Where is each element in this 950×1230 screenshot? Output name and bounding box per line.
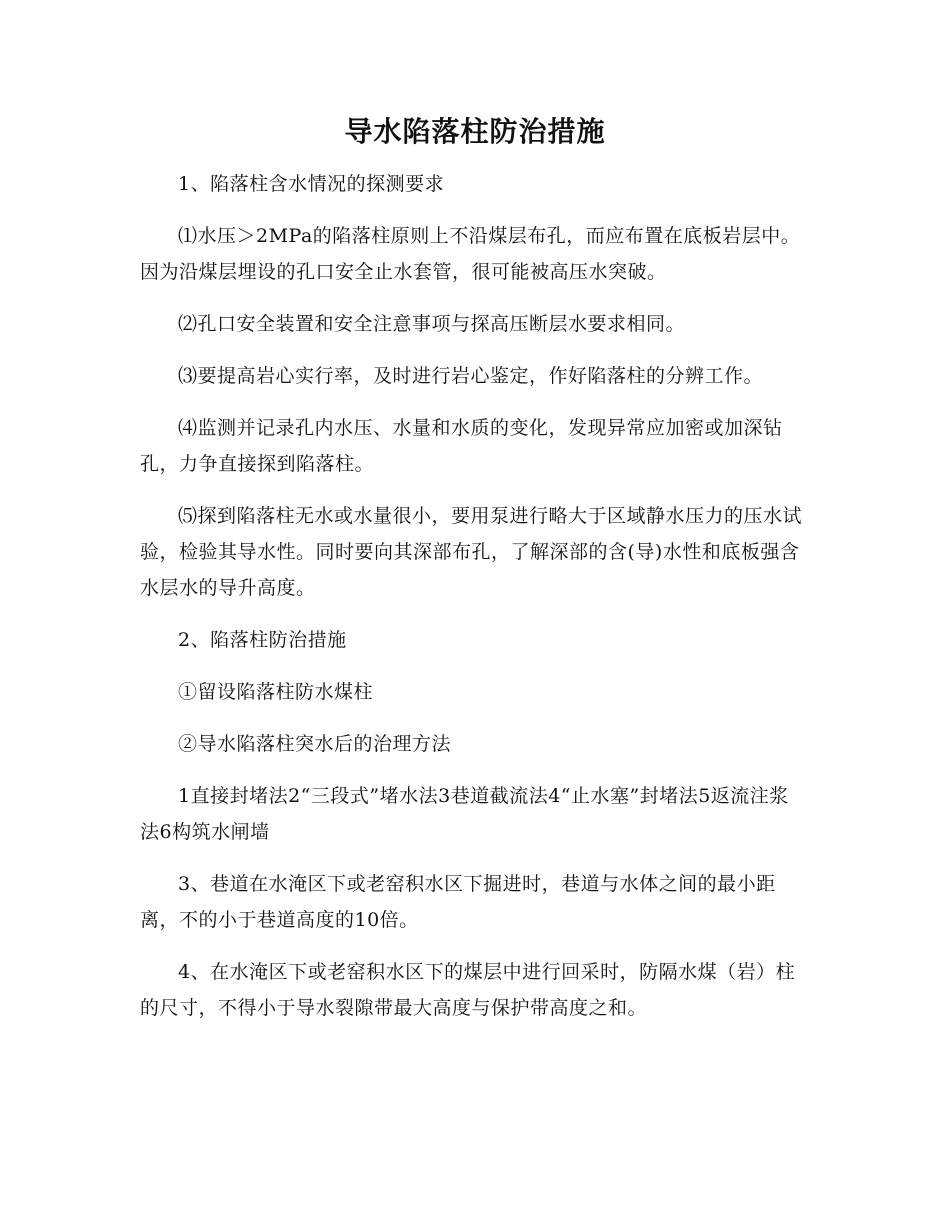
paragraph-item-2: ⑵孔口安全装置和安全注意事项与探高压断层水要求相同。 xyxy=(178,313,686,335)
document-body xyxy=(140,166,808,1042)
measure-item-2: ②导水陷落柱突水后的治理方法 xyxy=(178,733,452,755)
section-4-paragraph: 4、在水淹区下或老窑积水区下的煤层中进行回采时，防隔水煤（岩）柱的尺寸，不得小于导水裂隙带最大高度与保护带高度之和。 xyxy=(140,961,796,1019)
document-title: 导水陷落柱防治措施 xyxy=(344,115,606,148)
section-3-paragraph: 3、巷道在水淹区下或老窑积水区下掘进时，巷道与水体之间的最小距离，不的小于巷道高度的10倍。 xyxy=(140,873,776,931)
paragraph-item-5: ⑸探到陷落柱无水或水量很小，要用泵进行略大于区域静水压力的压水试验，检验其导水性。同时要向其深部布孔，了解深部的含(导)水性和底板强含水层水的导升高度。 xyxy=(140,505,803,599)
paragraph-item-3: ⑶要提高岩心实行率，及时进行岩心鉴定，作好陷落柱的分辨工作。 xyxy=(178,365,764,387)
treatment-methods-list: 1直接封堵法2“三段式”堵水法3巷道截流法4“止水塞”封堵法5返流注浆法6构筑水闸墙 xyxy=(140,785,789,843)
paragraph-item-1: ⑴水压＞2MPa的陷落柱原则上不沿煤层布孔，而应布置在底板岩层中。因为沿煤层埋设的孔口安全止水套管，很可能被高压水突破。 xyxy=(140,225,801,283)
paragraph-item-4: ⑷监测并记录孔内水压、水量和水质的变化，发现异常应加密或加深钻孔，力争直接探到陷落柱。 xyxy=(140,417,783,475)
measure-item-1: ①留设陷落柱防水煤柱 xyxy=(178,681,374,703)
section-heading-measures: 2、陷落柱防治措施 xyxy=(178,629,347,651)
section-heading-detection: 1、陷落柱含水情况的探测要求 xyxy=(178,173,445,195)
